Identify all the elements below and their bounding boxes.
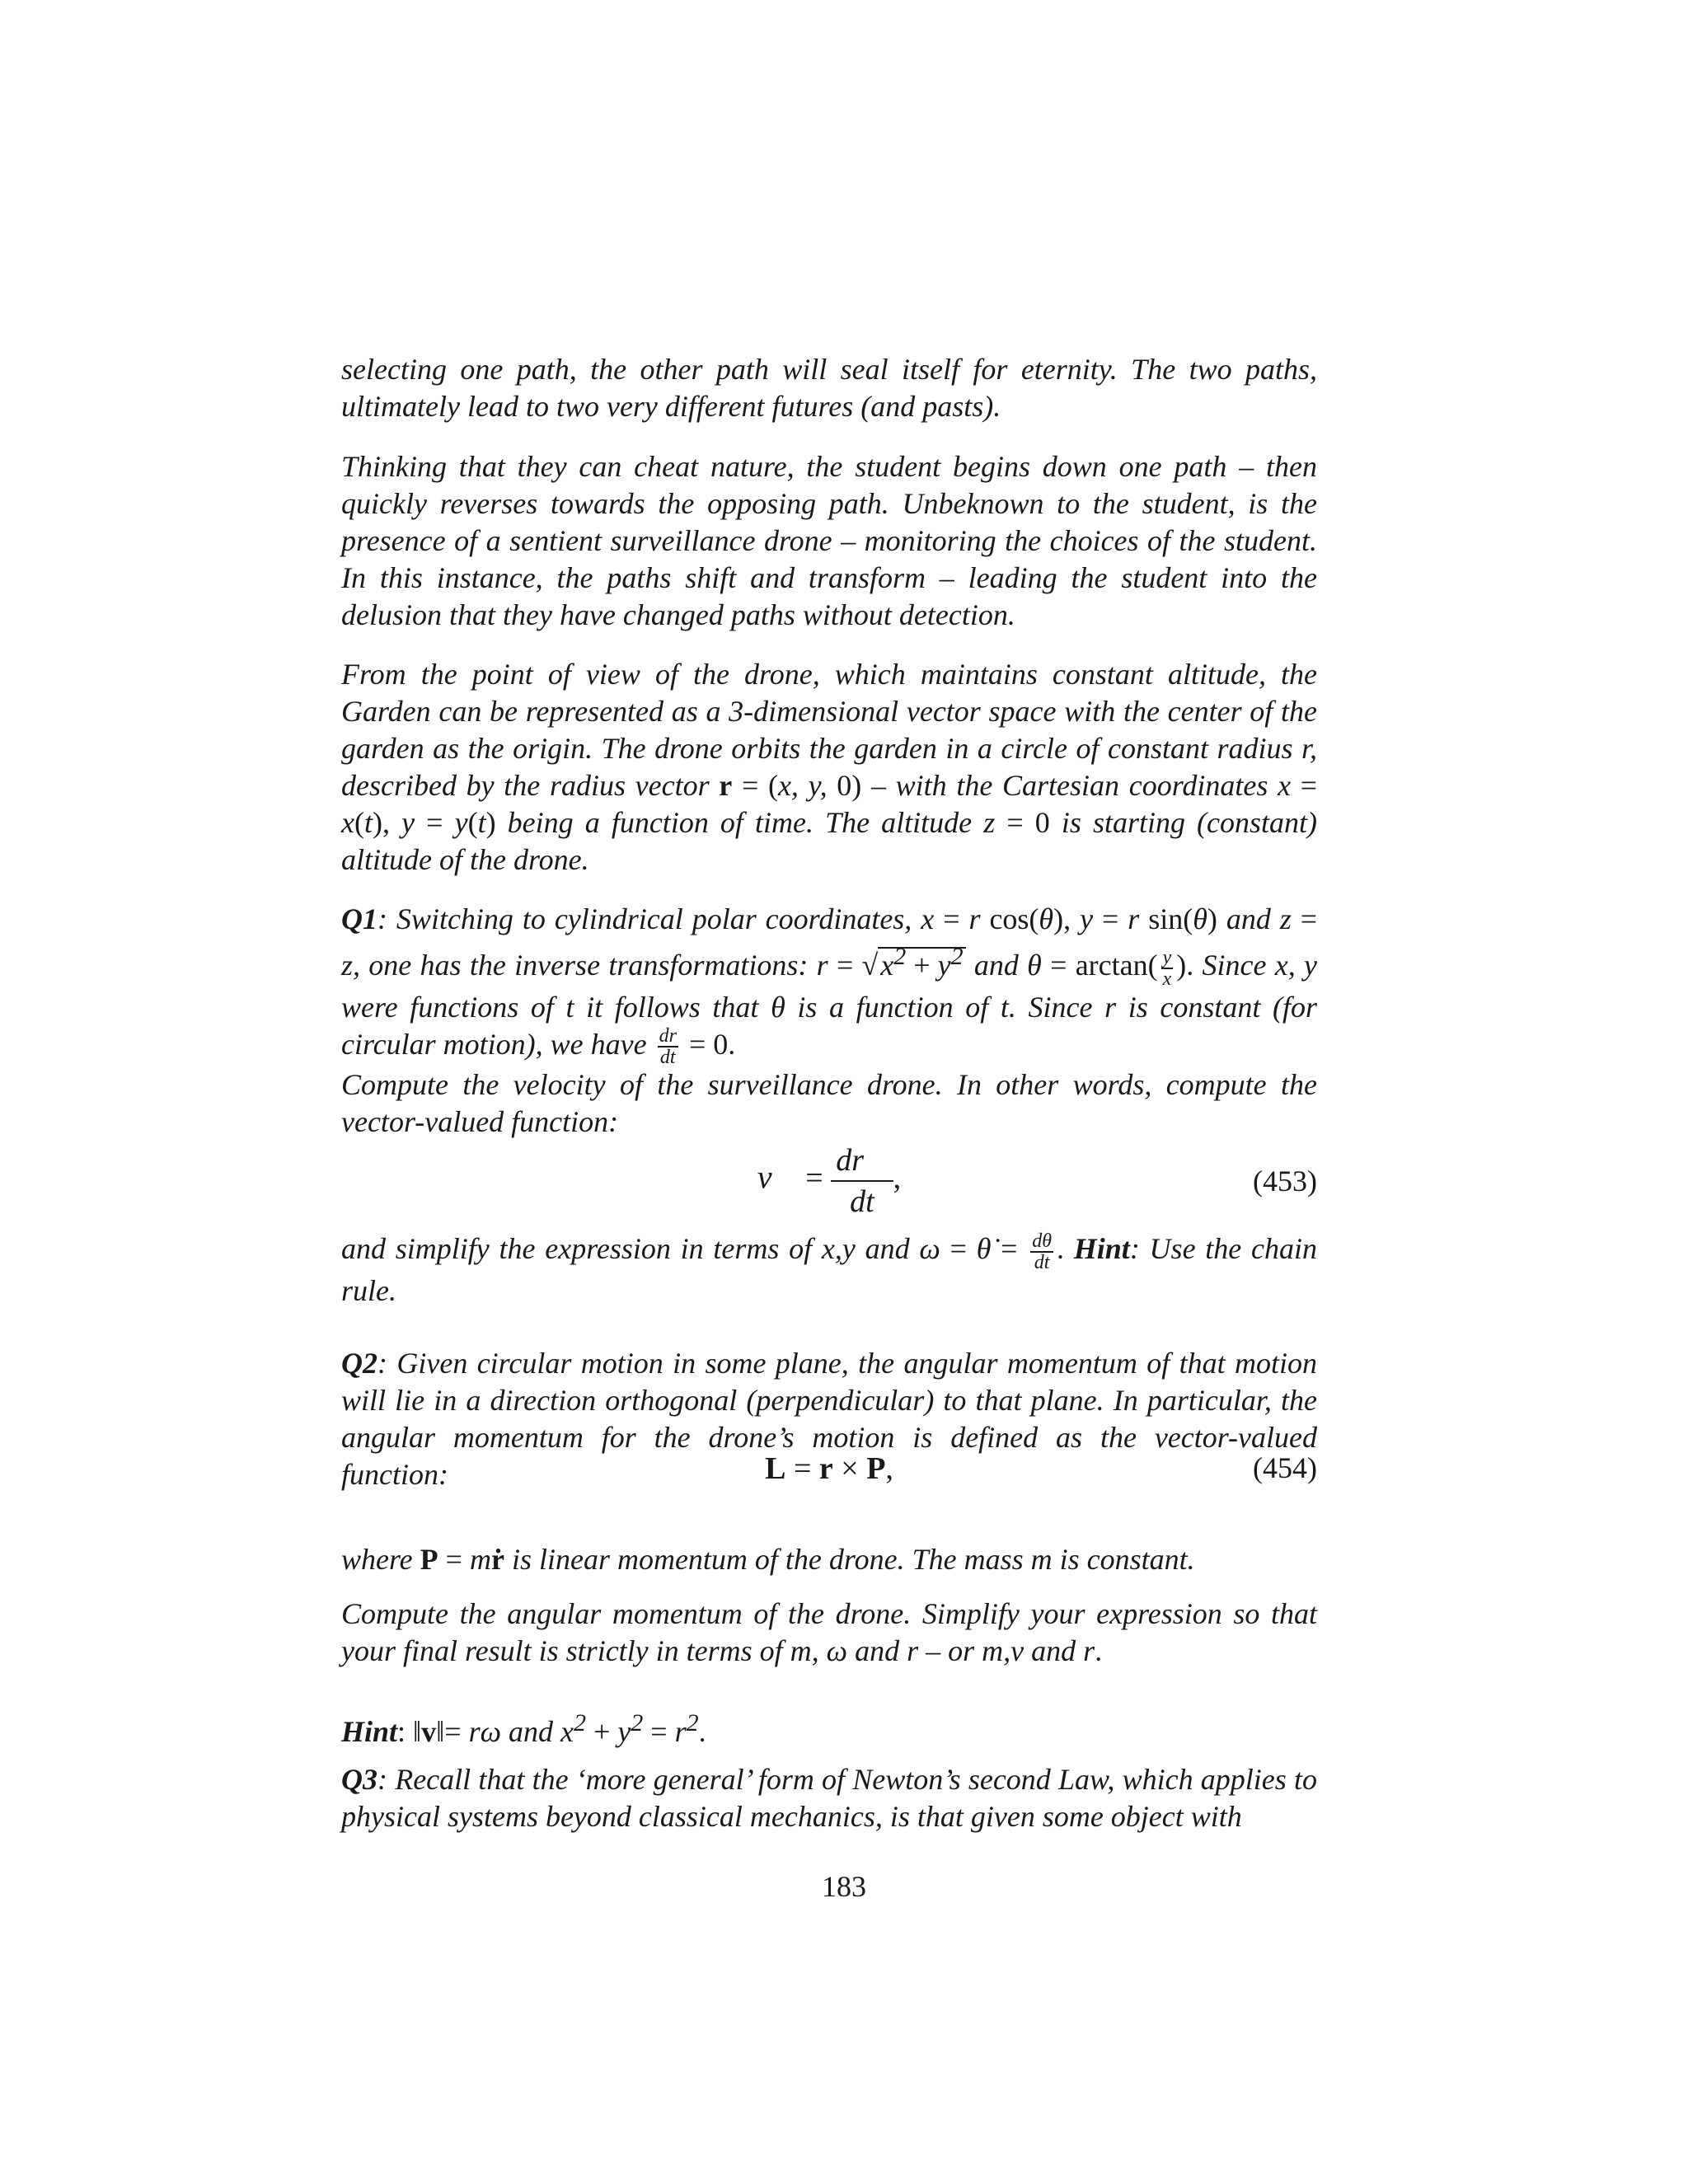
paragraph-compute-velocity [341, 1066, 1317, 1141]
paragraph-text: Compute the angular momentum of the drone. Simplify your expression so that your final result is strictly in terms of [341, 1597, 1317, 1667]
paragraph-text: : Recall that the ‘more general’ form of Newton’s second Law, which applies to physical systems beyond classical mechanics, is that given some object with [341, 1763, 1317, 1833]
equation-454: L = r × P, (454) [765, 1451, 1317, 1486]
paragraph-text: Thinking that they can cheat nature, the student begins down one path – then quickly reverses towards the opposing path. Unbeknown to the student, is the presence of a sentient surveillance drone – monitoring the choices of the student. In this instance, the paths shift and transform – leading the student into the delusion that they have changed paths without detection. [341, 450, 1317, 631]
paragraph-drone-view: From the point of view of the drone, which maintains constant altitude, the Garden can be represented as a 3-dimensional vector space with the center of the garden as the origin. The drone orbits the garden in a circle of constant radius r, described by the radius vector r = (x, y, 0) – with the Cartesian coordinates x = x(t), y = y(t) being a function of time. The altitude z = 0 is starting (constant) altitude of the drone. [341, 658, 1318, 876]
equation-number: (453) [1253, 1165, 1317, 1197]
paragraph-text: From the point of view of the drone, which maintains constant altitude, the Garden can be represented as a 3-dimensional vector space with the center of the garden as the origin. The drone orbits the garden in a circle of constant radius [341, 658, 1317, 765]
paragraph-hint-norm: Hint: ‖v‖= rω and $x^2 + y^2 = r^2$. [341, 1709, 706, 1748]
paragraph-text: : Use the chain rule. [341, 1232, 1318, 1307]
paragraph-text: were functions of [341, 990, 554, 1024]
paragraph-text: being a function of time. The altitude [507, 806, 973, 839]
question-3 [341, 1761, 1317, 1835]
paragraph-text: is linear momentum of the drone. The mass [511, 1543, 1024, 1576]
paragraph-cheat-nature [341, 448, 1317, 634]
paragraph-text: : Given circular motion in some plane, the angular momentum of that motion will lie in a direction orthogonal (perpendicular) to that plane. In particular, the angular momentum for the drone’s motion is defined as the vector-valued function: [341, 1347, 1317, 1491]
paragraph-text: and simplify the expression in terms of x,y and [341, 1232, 910, 1265]
paragraph-text: and [855, 1634, 900, 1667]
paragraph-text: , described by the radius vector [341, 732, 1317, 802]
paragraph-text: – or [926, 1634, 975, 1667]
hint-label: Hint [1073, 1232, 1130, 1265]
hint-label: Hint [341, 1715, 398, 1748]
paragraph-text: is constant. [1059, 1543, 1195, 1576]
equation-453: v⃗ = $\frac{dr⃗}{dt}$ , (453) [341, 1141, 1317, 1231]
paragraph-text: : Switching to cylindrical polar coordinates, [377, 902, 912, 935]
paragraph-compute-angular-momentum: Compute the angular momentum of the drone. Simplify your expression so that your final result is strictly in terms of m, ω and r – or m,v and r. [341, 1597, 1317, 1667]
paragraph-text: where [341, 1543, 413, 1576]
paragraph-text: and [1226, 902, 1271, 935]
paragraph-path-seal [341, 351, 1317, 425]
page-number: 183 [822, 1870, 866, 1903]
question-label: Q3 [341, 1763, 377, 1796]
question-label: Q2 [341, 1347, 377, 1380]
paragraph-text: is a function of [797, 990, 989, 1024]
equation-number: (454) [1253, 1451, 1317, 1484]
paragraph-text: and [509, 1715, 554, 1748]
paragraph-text: it follows that [586, 990, 759, 1024]
paragraph-text: Compute the velocity of the surveillance drone. In other words, compute the vector-valued function: [341, 1068, 1317, 1138]
paragraph-text: – with the Cartesian coordinates [870, 769, 1268, 802]
paragraph-text: selecting one path, the other path will seal itself for eternity. The two paths, ultimately lead to two very different futures (and pasts). [341, 353, 1317, 423]
paragraph-text: is constant (for circular motion), we have [341, 990, 1318, 1061]
paragraph-text: and [973, 949, 1019, 982]
question-label: Q1 [341, 902, 377, 935]
paragraph-text: , one has the inverse transformations: [353, 949, 809, 982]
paragraph-text: Since [1202, 949, 1267, 982]
question-1: Q1: Switching to cylindrical polar coordinates, x = r cos(θ), y = r sin(θ) and z = z, one has the inverse transformations: $r = √x^2 + y^2$ and θ = arctan( $\frac{y}{x}$ ). Since x, y were functions of t it follows that θ is a function of t. Since r is constant (for circular motion), we have $\frac{dr}{dt}$ = 0. [341, 902, 1318, 1069]
paragraph-text: . Since [1008, 990, 1093, 1024]
paragraph-text: is starting (constant) altitude of the drone. [341, 806, 1318, 876]
paragraph-linear-momentum: where P = mṙ is linear momentum of the drone. The mass m is constant. [341, 1543, 1195, 1576]
paragraph-simplify-velocity: and simplify the expression in terms of x,y and ω = θ̇ = $\frac{d\theta}{dt}$ . Hint: Use the chain rule. [341, 1230, 1318, 1307]
paragraph-text: and [1031, 1634, 1076, 1667]
